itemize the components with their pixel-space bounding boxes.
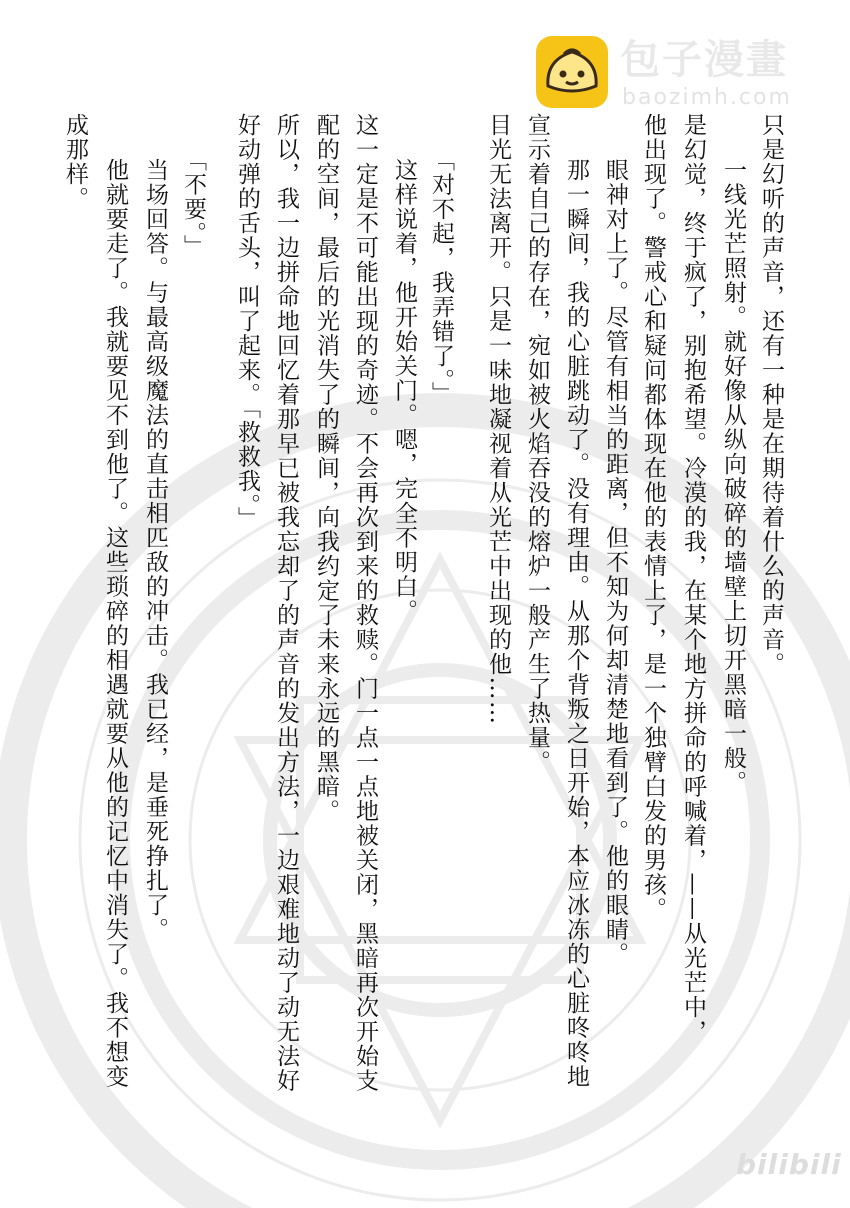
text-column-17: 他就要走了。我就要见不到他了。这些琐碎的相遇就要从他的记忆中消失了。我不想变: [102, 158, 128, 1089]
text-column-1: 只是幻听的声音，还有一种是在期待着什么的声音。: [758, 113, 784, 677]
text-column-9: 「对不起，我弄错了。」: [428, 148, 454, 406]
text-column-16: 当场回答。与最高级魔法的直击相匹敌的冲击。我已经，是垂死挣扎了。: [142, 158, 168, 942]
text-column-14: 好动弹的舌头，叫了起来。「救救我。」: [234, 113, 260, 531]
site-logo[interactable]: [536, 36, 826, 112]
text-column-10: 这样说着，他开始关门。嗯，完全不明白。: [391, 158, 417, 624]
text-column-7: 宣示着自己的存在，宛如被火焰吞没的熔炉一般产生了热量。: [524, 113, 550, 775]
text-column-18: 成那样。: [62, 113, 88, 211]
text-column-12: 配的空间，最后的光消失了的瞬间，向我约定了未来永远的黑暗。: [313, 113, 339, 824]
text-column-8: 目光无法离开。只是一味地凝视着从光芒中出现的他……: [485, 113, 511, 726]
text-column-2: 一线光芒照射。就好像从纵向破碎的墙壁上切开黑暗一般。: [720, 158, 746, 795]
text-column-15: 「不要。」: [180, 148, 206, 259]
text-column-5: 眼神对上了。尽管有相当的距离，但不知为何却清楚地看到了。他的眼睛。: [602, 158, 628, 967]
text-column-4: 他出现了。警戒心和疑问都体现在他的表情上了，是一个独臂白发的男孩。: [640, 113, 666, 922]
logo-url: baozimh.com: [622, 85, 792, 110]
text-column-3: 是幻觉，终于疯了，别抱希望。冷漠的我，在某个地方拼命的呼喊着，——从光芒中，: [680, 113, 706, 1044]
bilibili-watermark: bilibili: [736, 1148, 842, 1181]
bun-mascot-icon: [536, 36, 608, 108]
text-column-11: 这一定是不可能出现的奇迹。不会再次到来的救赎。门一点一点地被关闭，黑暗再次开始支: [352, 113, 378, 1093]
text-column-6: 那一瞬间，我的心脏跳动了。没有理由。从那个背叛之日开始，本应冰冻的心脏咚咚地: [563, 158, 589, 1089]
text-column-13: 所以，我一边拼命地回忆着那早已被我忘却了的声音的发出方法，一边艰难地动了动无法好: [273, 113, 299, 1093]
logo-title: 包子漫畫: [620, 37, 788, 83]
